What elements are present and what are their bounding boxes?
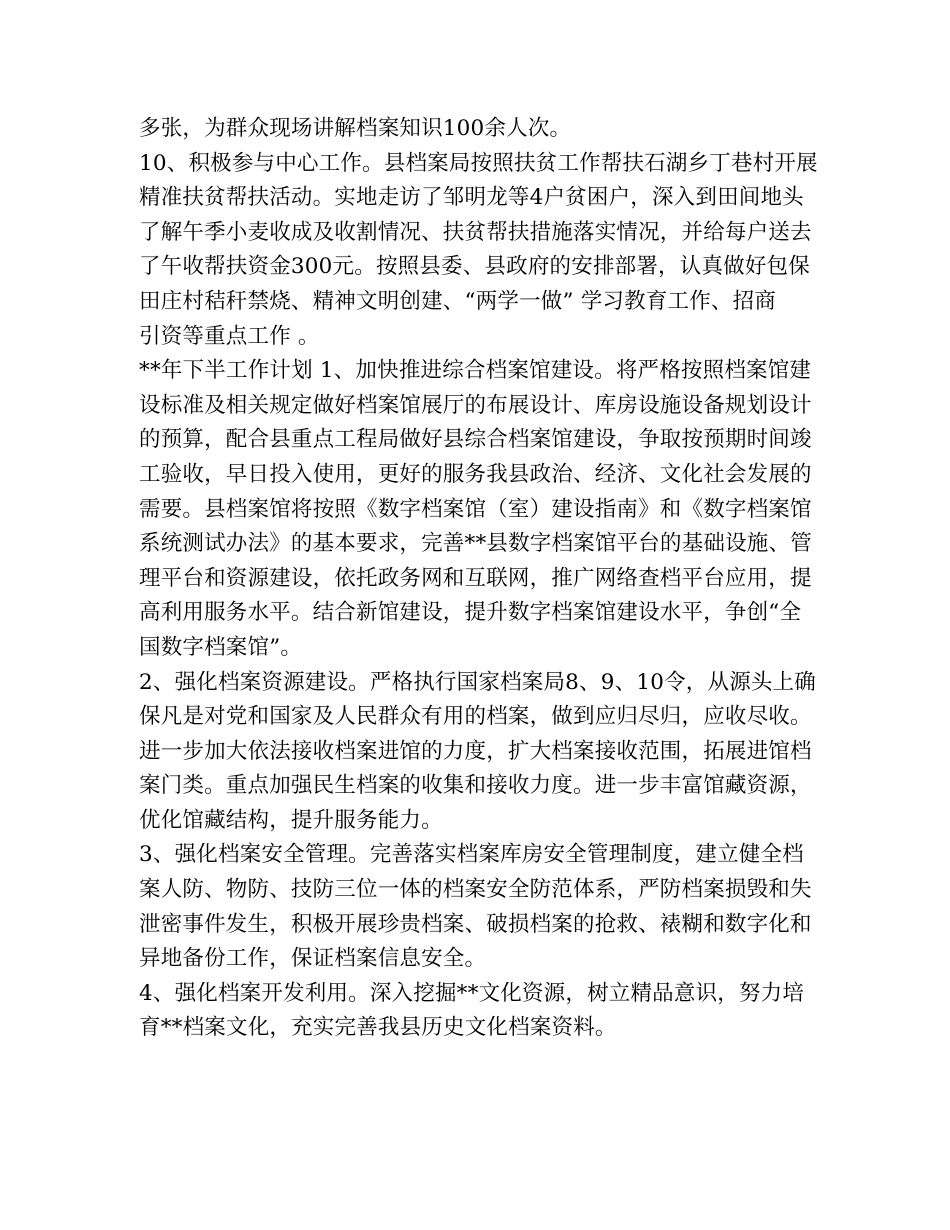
- text-line: 案门类。重点加强民生档案的收集和接收力度。进一步丰富馆藏资源，: [139, 773, 812, 799]
- text-line: 高利用服务水平。结合新馆建设，提升数字档案馆建设水平，争创“全: [139, 600, 802, 626]
- text-line: 异地备份工作，保证档案信息安全。: [139, 946, 487, 972]
- text-line: 案人防、物防、技防三位一体的档案安全防范体系，严防档案损毁和失: [139, 877, 812, 903]
- text-line: 保凡是对党和国家及人民群众有用的档案，做到应归尽归，应收尽收。: [139, 704, 812, 730]
- text-line: 多张，为群众现场讲解档案知识100余人次。: [139, 116, 572, 141]
- text-line: 国数字档案馆”。: [139, 634, 303, 660]
- text-line: 精准扶贫帮扶活动。实地走访了邹明龙等4户贫困户，深入到田间地头: [139, 185, 804, 211]
- text-line: 2、强化档案资源建设。严格执行国家档案局8、9、10令，从源头上确: [139, 669, 816, 695]
- text-line: 田庄村秸秆禁烧、精神文明创建、“两学一做” 学习教育工作、招商: [139, 288, 777, 314]
- text-line: 的预算，配合县重点工程局做好县综合档案馆建设，争取按预期时间竣: [139, 427, 812, 453]
- text-line: 理平台和资源建设，依托政务网和互联网，推广网络查档平台应用，提: [139, 565, 812, 591]
- text-line: 工验收，早日投入使用，更好的服务我县政治、经济、文化社会发展的: [139, 461, 812, 487]
- text-line: 4、强化档案开发利用。深入挖掘**文化资源，树立精品意识，努力培: [139, 980, 805, 1006]
- text-line: 育**档案文化，充实完善我县历史文化档案资料。: [139, 1015, 617, 1041]
- text-line: 优化馆藏结构，提升服务能力。: [139, 807, 443, 833]
- text-line: 需要。县档案馆将按照《数字档案馆（室）建设指南》和《数字档案馆: [139, 496, 812, 522]
- text-line: 设标准及相关规定做好档案馆展厅的布展设计、库房设施设备规划设计: [139, 392, 812, 418]
- text-line: **年下半工作计划 1、加快推进综合档案馆建设。将严格按照档案馆建: [139, 358, 812, 384]
- text-line: 了午收帮扶资金300元。按照县委、县政府的安排部署，认真做好包保: [139, 254, 810, 280]
- text-line: 10、积极参与中心工作。县档案局按照扶贫工作帮扶石湖乡丁巷村开展: [139, 150, 818, 176]
- text-line: 系统测试办法》的基本要求，完善**县数字档案馆平台的基础设施、管: [139, 531, 812, 557]
- text-line: 3、强化档案安全管理。完善落实档案库房安全管理制度，建立健全档: [139, 842, 804, 868]
- text-line: 进一步加大依法接收档案进馆的力度，扩大档案接收范围，拓展进馆档: [139, 738, 812, 764]
- text-line: 了解午季小麦收成及收割情况、扶贫帮扶措施落实情况，并给每户送去: [139, 219, 812, 245]
- text-line: 引资等重点工作 。: [139, 323, 320, 349]
- text-line: 泄密事件发生，积极开展珍贵档案、破损档案的抢救、裱糊和数字化和: [139, 911, 812, 937]
